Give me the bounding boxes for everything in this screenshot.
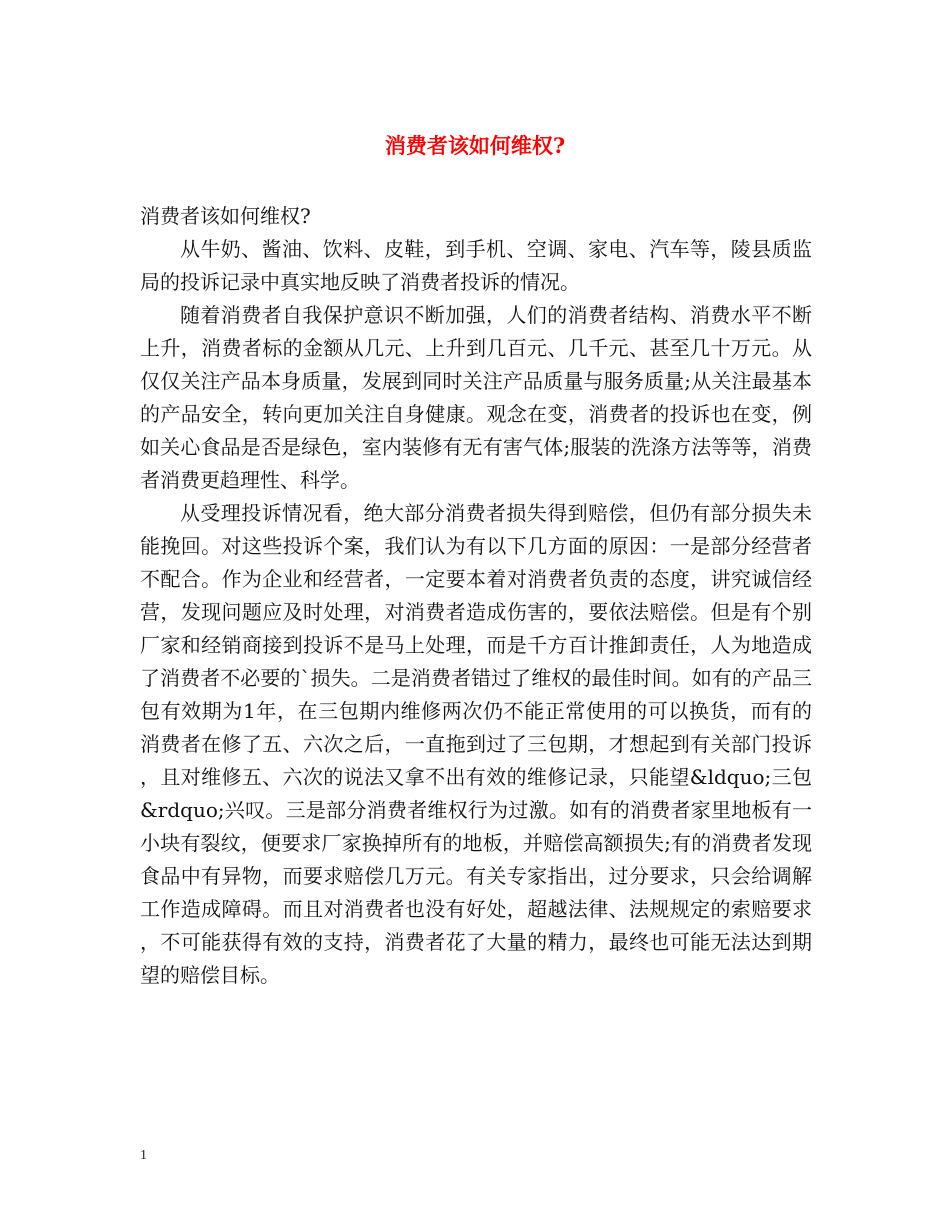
paragraph-heading: 消费者该如何维权?	[140, 204, 311, 228]
paragraph: 随着消费者自我保护意识不断加强，人们的消费者结构、消费水平不断上升，消费者标的金额从几元、上升到几百元、几千元、甚至几十万元。从仅仅关注产品本身质量，发展到同时关注产品质量与服务质量;从关注最基本的产品安全，转向更加关注自身健康。观念在变，消费者的投诉也在变，例如关心食品是否是绿色，室内装修有无有害气体;服装的洗涤方法等等，消费者消费更趋理性、科学。	[140, 303, 812, 492]
document-title: 消费者该如何维权?	[384, 133, 566, 158]
paragraph: 从受理投诉情况看，绝大部分消费者损失得到赔偿，但仍有部分损失未能挽回。对这些投诉个案，我们认为有以下几方面的原因：一是部分经营者不配合。作为企业和经营者，一定要本着对消费者负责的态度，讲究诚信经营，发现问题应及时处理，对消费者造成伤害的，要依法赔偿。但是有个别厂家和经销商接到投诉不是马上处理，而是千方百计推卸责任，人为地造成了消费者不必要的`损失。二是消费者错过了维权的最佳时间。如有的产品三包有效期为1年，在三包期内维修两次仍不能正常使用的可以换货，而有的消费者在修了五、六次之后，一直拖到过了三包期，才想起到有关部门投诉，且对维修五、六次的说法又拿不出有效的维修记录，只能望&ldquo;三包&rdquo;兴叹。三是部分消费者维权行为过激。如有的消费者家里地板有一小块有裂纹，便要求厂家换掉所有的地板，并赔偿高额损失;有的消费者发现食品中有异物，而要求赔偿几万元。有关专家指出，过分要求，只会给调解工作造成障碍。而且对消费者也没有好处，超越法律、法规规定的索赔要求，不可能获得有效的支持，消费者花了大量的精力，最终也可能无法达到期望的赔偿目标。	[140, 501, 812, 987]
document-body	[140, 200, 812, 992]
page-number: 1	[140, 1148, 147, 1163]
paragraph: 从牛奶、酱油、饮料、皮鞋，到手机、空调、家电、汽车等，陵县质监局的投诉记录中真实地反映了消费者投诉的情况。	[140, 237, 812, 294]
